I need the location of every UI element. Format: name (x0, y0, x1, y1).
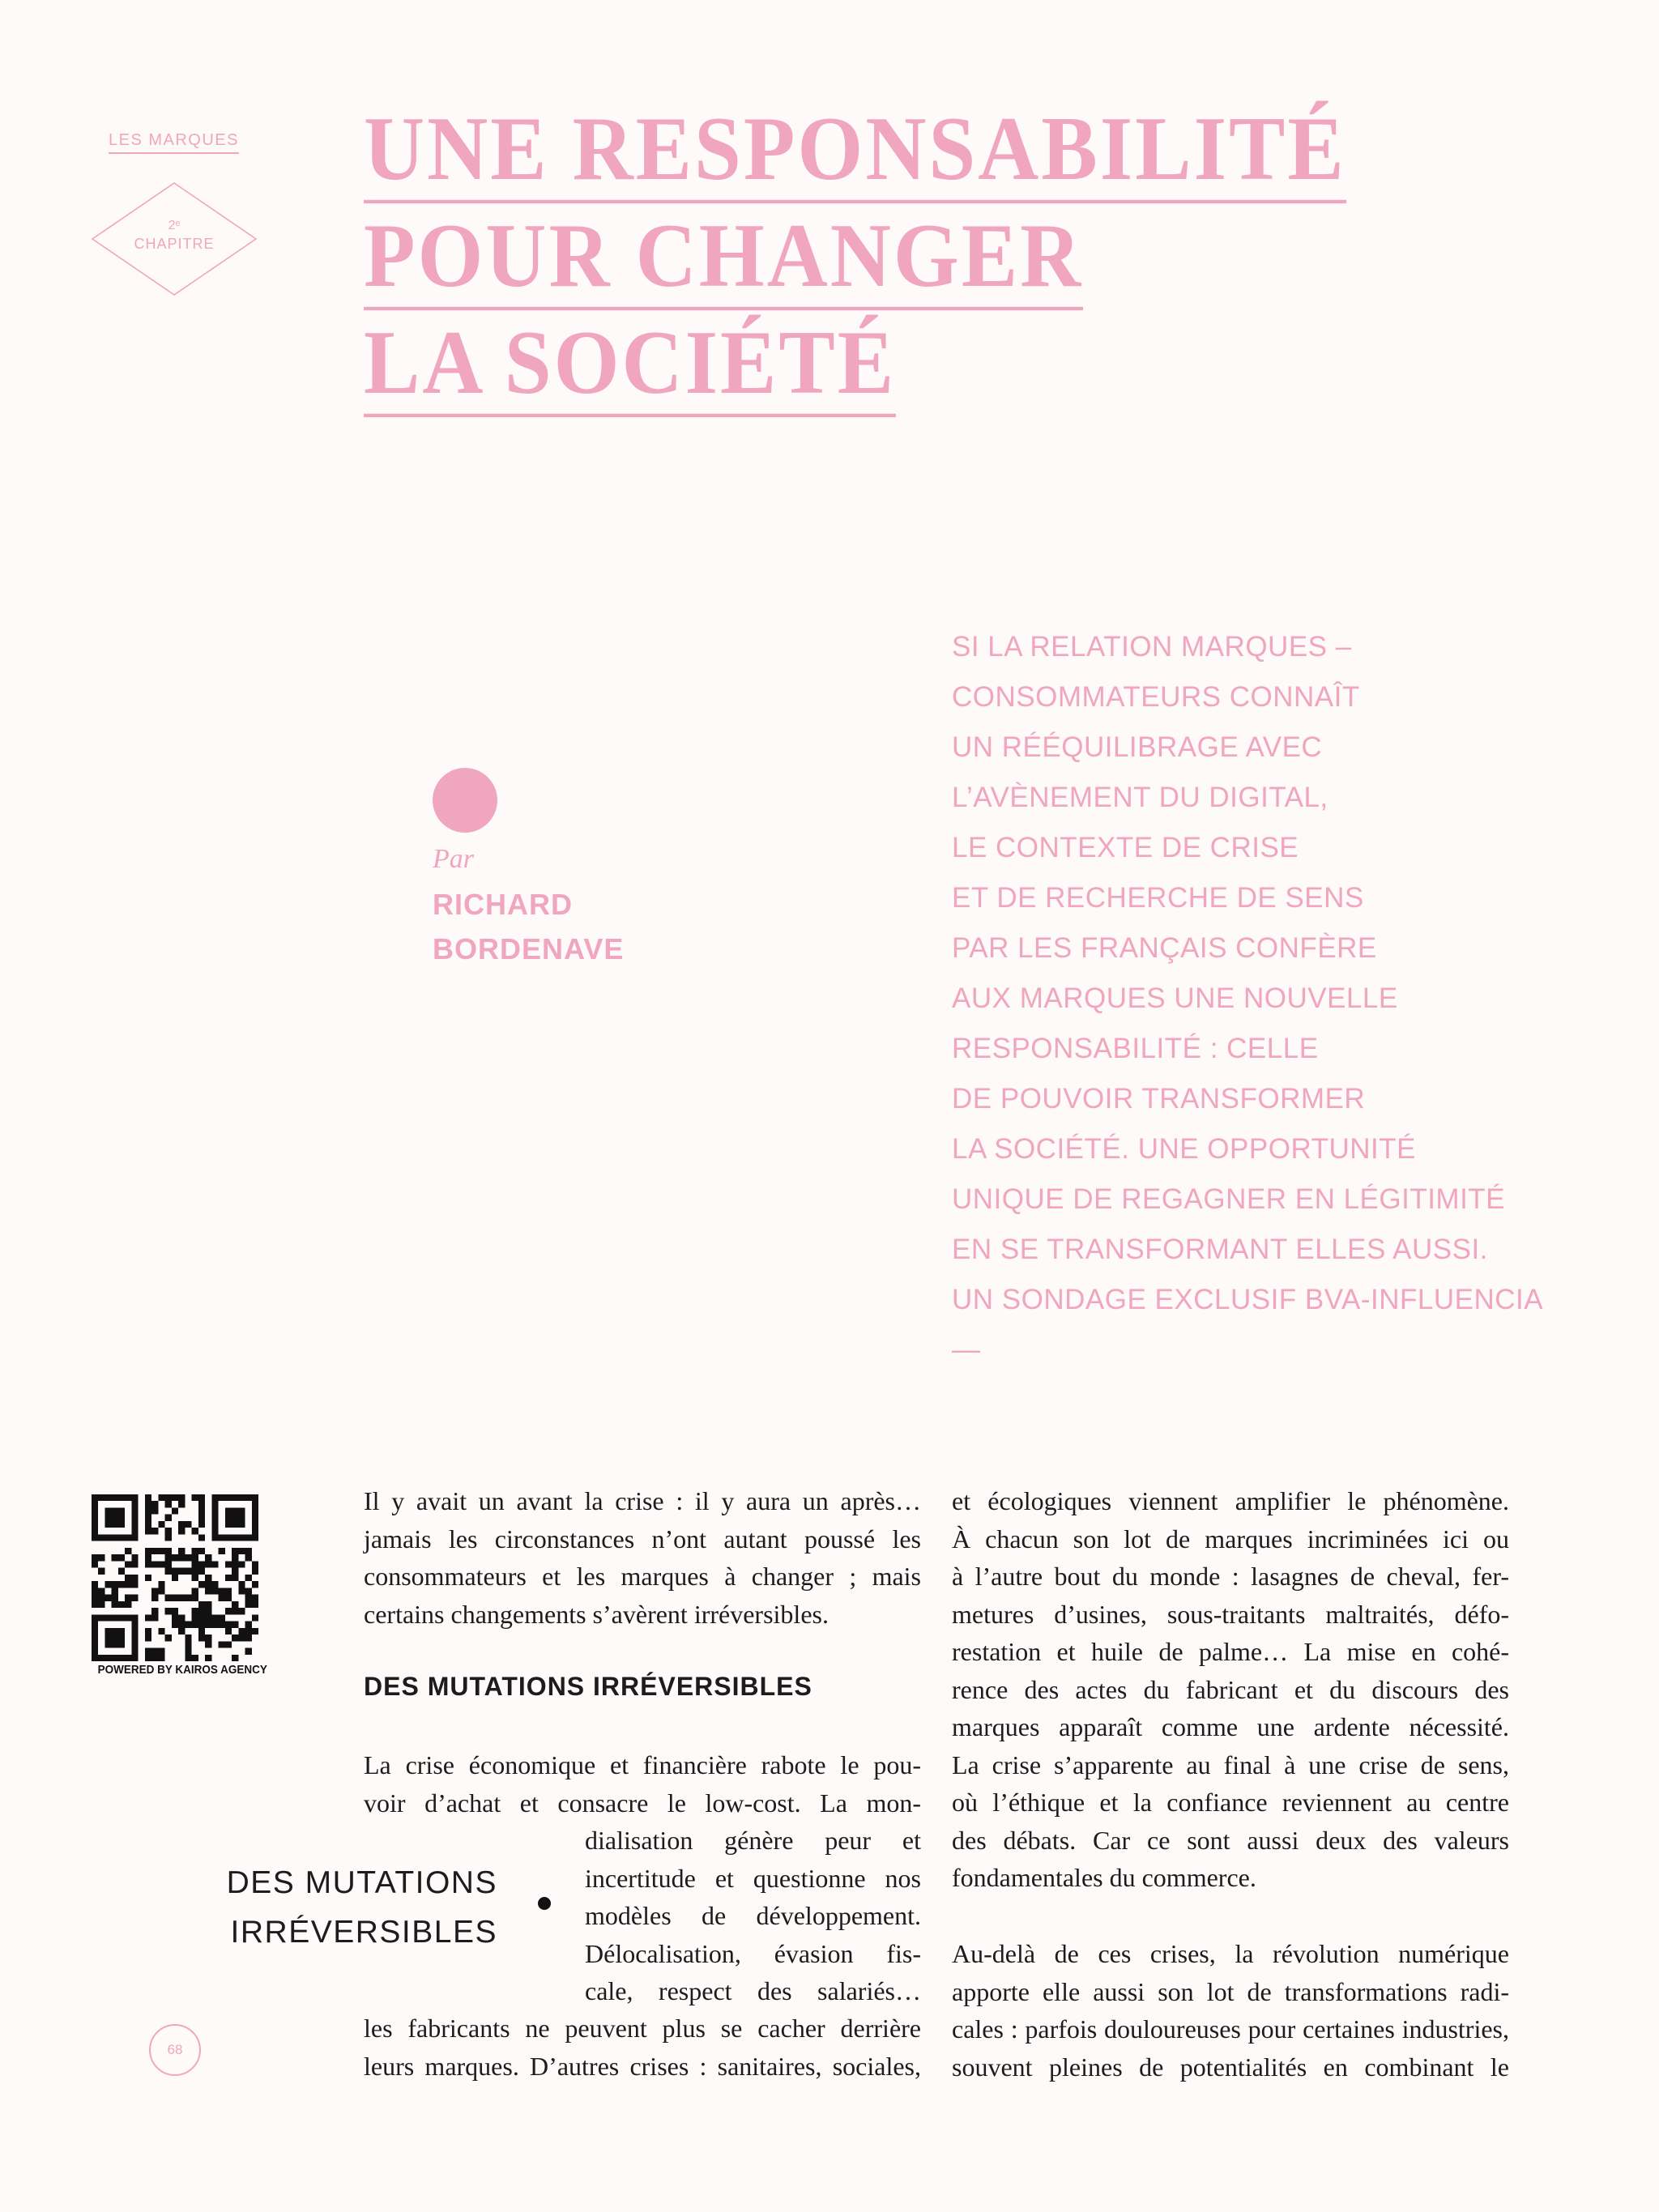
body-line: des débats. Car ce sont aussi deux des valeurs (952, 1825, 1509, 1855)
intro-line: AUX MARQUES UNE NOUVELLE (952, 982, 1398, 1014)
body-line: Délocalisation, évasion fis- (585, 1938, 921, 1968)
body-line: à l’autre bout du monde : lasagnes de cheval, fer- (952, 1562, 1509, 1591)
body-line: voir d’achat et consacre le low-cost. La mon- (364, 1788, 921, 1818)
section-subheading: DES MUTATIONS IRRÉVERSIBLES (364, 1672, 812, 1701)
body-line: Au-delà de ces crises, la révolution numérique (952, 1939, 1509, 1968)
body-line: restation et huile de palme… La mise en cohé- (952, 1637, 1509, 1666)
body-line: rence des actes du fabricant et du discours des (952, 1674, 1509, 1704)
body-column-1-para2-end (364, 2010, 921, 2085)
body-line: les fabricants ne peuvent plus se cacher derrière (364, 2014, 921, 2043)
intro-line: CONSOMMATEURS CONNAÎT (952, 681, 1360, 713)
chapter-label: CHAPITRE (134, 236, 215, 252)
pull-quote (186, 1858, 497, 1957)
body-line: cales : parfois douloureuses pour certaines industries, (952, 2014, 1509, 2044)
body-line: La crise s’apparente au final à une crise de sens, (952, 1750, 1509, 1779)
intro-line: UN RÉÉQUILIBRAGE AVEC (952, 731, 1323, 763)
body-line: La crise économique et financière rabote le pou- (364, 1750, 921, 1779)
author-dot-icon (433, 768, 497, 833)
qr-caption: POWERED BY KAIROS AGENCY (97, 1663, 267, 1677)
pull-quote-line-1: DES MUTATIONS (226, 1865, 497, 1900)
intro-line: SI LA RELATION MARQUES – (952, 631, 1352, 663)
intro-line: LA SOCIÉTÉ. UNE OPPORTUNITÉ (952, 1133, 1416, 1165)
page-number: 68 (149, 2024, 201, 2076)
intro-line: UN SONDAGE EXCLUSIF BVA-INFLUENCIA (952, 1284, 1544, 1315)
body-line: où l’éthique et la confiance reviennent au centre (952, 1788, 1509, 1817)
section-tag: LES MARQUES (109, 131, 239, 154)
author-prefix: Par (433, 844, 474, 874)
intro-line: EN SE TRANSFORMANT ELLES AUSSI. (952, 1234, 1488, 1265)
body-line: apporte elle aussi son lot de transformations radi- (952, 1976, 1509, 2006)
body-column-2-para1 (952, 1482, 1509, 1897)
intro-line: LE CONTEXTE DE CRISE (952, 832, 1299, 863)
body-column-2-para2 (952, 1935, 1509, 2086)
page-title (364, 98, 1346, 424)
body-line: incertitude et questionne nos (585, 1863, 921, 1893)
body-line: consommateurs et les marques à changer ; mais (364, 1562, 921, 1591)
title-line-3: LA SOCIÉTÉ (364, 318, 896, 417)
body-line: modèles de développement. (585, 1901, 921, 1930)
intro-line: ET DE RECHERCHE DE SENS (952, 882, 1364, 914)
body-column-1-para2-start (364, 1746, 921, 1822)
body-line: jamais les circonstances n’ont autant poussé les (364, 1524, 921, 1554)
body-line: cale, respect des salariés… (585, 1976, 921, 2005)
body-line: certains changements s’avèrent irréversibles. (364, 1599, 829, 1629)
body-line: et écologiques viennent amplifier le phénomène. (952, 1486, 1509, 1515)
body-line: dialisation génère peur et (585, 1826, 921, 1855)
intro-line: — (952, 1334, 981, 1366)
body-line: À chacun son lot de marques incriminées ici ou (952, 1524, 1509, 1554)
chapter-number: 2ᵉ (168, 219, 181, 232)
title-line-1: UNE RESPONSABILITÉ (364, 104, 1346, 203)
intro-text (952, 622, 1543, 1375)
title-line-2: POUR CHANGER (364, 211, 1083, 310)
author-last-name: BORDENAVE (433, 932, 625, 965)
pull-quote-line-2: IRRÉVERSIBLES (230, 1915, 497, 1950)
intro-line: DE POUVOIR TRANSFORMER (952, 1083, 1366, 1115)
intro-line: UNIQUE DE REGAGNER EN LÉGITIMITÉ (952, 1183, 1506, 1215)
body-line: fondamentales du commerce. (952, 1863, 1256, 1892)
body-line: marques apparaît comme une ardente nécessité. (952, 1712, 1509, 1741)
body-line: souvent pleines de potentialités en combinant le (952, 2052, 1509, 2082)
body-column-1-para2-narrow (585, 1822, 921, 2010)
body-column-1-intro (364, 1482, 921, 1633)
pull-quote-bullet-icon (538, 1897, 551, 1910)
intro-line: L’AVÈNEMENT DU DIGITAL, (952, 782, 1328, 813)
body-line: metures d’usines, sous-traitants maltraités, défo- (952, 1599, 1509, 1629)
qr-code-icon[interactable] (92, 1494, 258, 1661)
intro-line: RESPONSABILITÉ : CELLE (952, 1033, 1319, 1064)
body-line: leurs marques. D’autres crises : sanitaires, sociales, (364, 2051, 921, 2081)
intro-line: PAR LES FRANÇAIS CONFÈRE (952, 932, 1377, 964)
body-line: Il y avait un avant la crise : il y aura un après… (364, 1486, 921, 1515)
author-first-name: RICHARD (433, 888, 573, 921)
